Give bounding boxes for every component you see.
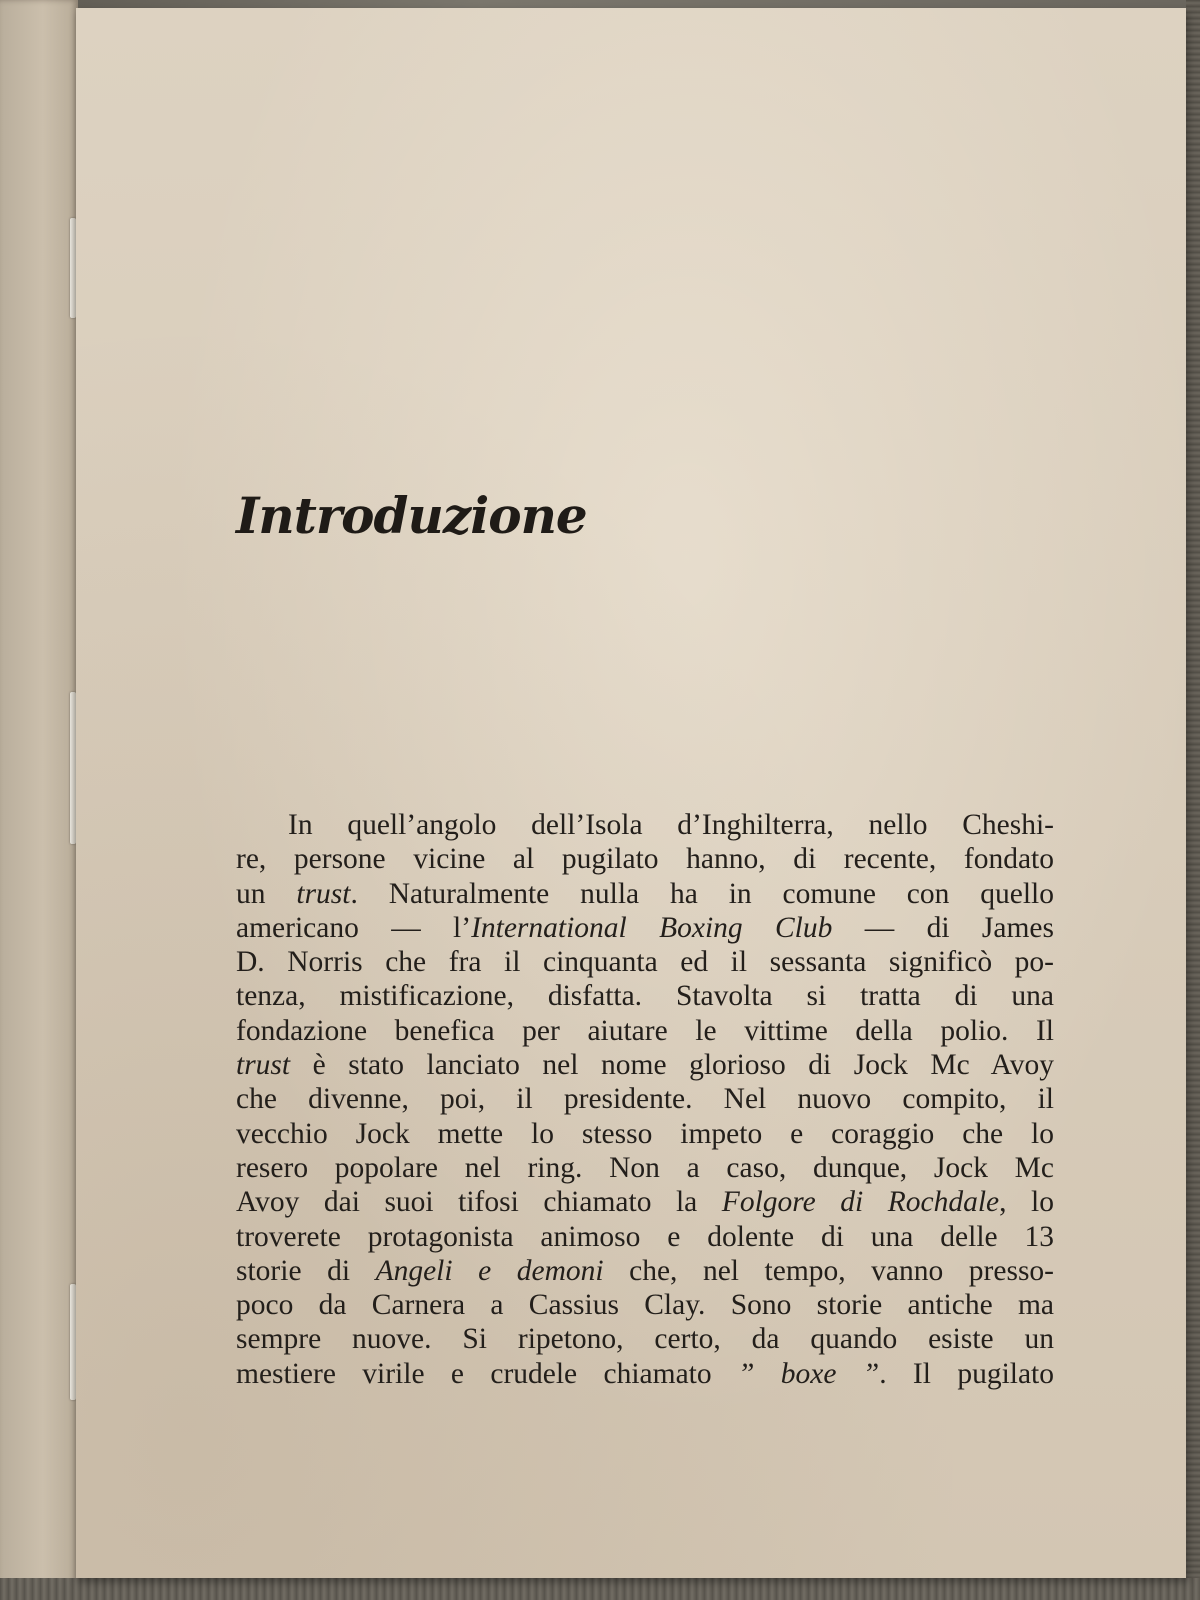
text-line: [236, 1288, 1054, 1322]
text-line: [236, 1357, 1054, 1391]
text-line: [236, 1254, 1054, 1288]
text-run: Avoy dai suoi tifosi chiamato la: [236, 1186, 722, 1219]
book-page: [76, 8, 1186, 1578]
text-run: . Naturalmente nulla ha in comune con quello: [350, 877, 1054, 910]
text-line: [236, 808, 1054, 842]
text-line: [236, 1220, 1054, 1254]
text-line: [236, 911, 1054, 945]
text-line: [236, 1082, 1054, 1116]
text-run: fondazione benefica per aiutare le vittime della polio. Il: [236, 1014, 1054, 1047]
left-page-edge: [0, 0, 78, 1600]
text-run: troverete protagonista animoso e dolente di una delle 13: [236, 1220, 1054, 1253]
italic-run: trust: [296, 877, 351, 910]
text-line: [236, 945, 1054, 979]
text-line: [236, 1048, 1054, 1082]
italic-run: trust: [236, 1049, 291, 1082]
text-line: [236, 1322, 1054, 1356]
text-run: è stato lanciato nel nome glorioso di Jock Mc Avoy: [290, 1049, 1054, 1082]
text-run: resero popolare nel ring. Non a caso, dunque, Jock Mc: [236, 1151, 1054, 1184]
text-run: . Il pugilato: [879, 1357, 1054, 1390]
body-paragraph: [236, 808, 1054, 1391]
text-run: tenza, mistificazione, disfatta. Stavolta si tratta di una: [236, 980, 1054, 1013]
text-run: , lo: [999, 1186, 1055, 1219]
text-run: vecchio Jock mette lo stesso impeto e coraggio che lo: [236, 1117, 1054, 1150]
text-run: un: [236, 877, 297, 910]
italic-run: ” boxe ”: [737, 1357, 880, 1390]
wood-surface-right: [1186, 0, 1200, 1600]
chapter-title: Introduzione: [236, 486, 587, 545]
text-run: americano — l’: [236, 911, 472, 944]
text-run: storie di: [236, 1254, 376, 1287]
text-run: sempre nuove. Si ripetono, certo, da quando esiste un: [236, 1323, 1054, 1356]
text-run: In quell’angolo dell’Isola d’Inghilterra, nello Cheshi-: [288, 809, 1054, 841]
text-line: [236, 842, 1054, 876]
text-line: [236, 877, 1054, 911]
text-line: [236, 1117, 1054, 1151]
italic-run: International Boxing Club: [471, 911, 833, 944]
text-run: re, persone vicine al pugilato hanno, di recente, fondato: [236, 843, 1054, 876]
text-line: [236, 1014, 1054, 1048]
text-line: [236, 1185, 1054, 1219]
italic-run: Angeli e demoni: [375, 1254, 604, 1287]
italic-run: Folgore di Rochdale: [721, 1186, 1000, 1219]
text-run: — di James: [832, 911, 1054, 944]
text-line: [236, 979, 1054, 1013]
text-run: mestiere virile e crudele chiamato: [236, 1357, 738, 1390]
text-run: che divenne, poi, il presidente. Nel nuovo compito, il: [236, 1083, 1054, 1116]
text-line: [236, 1151, 1054, 1185]
text-run: D. Norris che fra il cinquanta ed il sessanta significò po-: [236, 946, 1054, 979]
wood-surface-bottom: [0, 1578, 1200, 1600]
text-run: che, nel tempo, vanno presso-: [603, 1254, 1054, 1287]
text-run: poco da Carnera a Cassius Clay. Sono storie antiche ma: [236, 1289, 1054, 1322]
